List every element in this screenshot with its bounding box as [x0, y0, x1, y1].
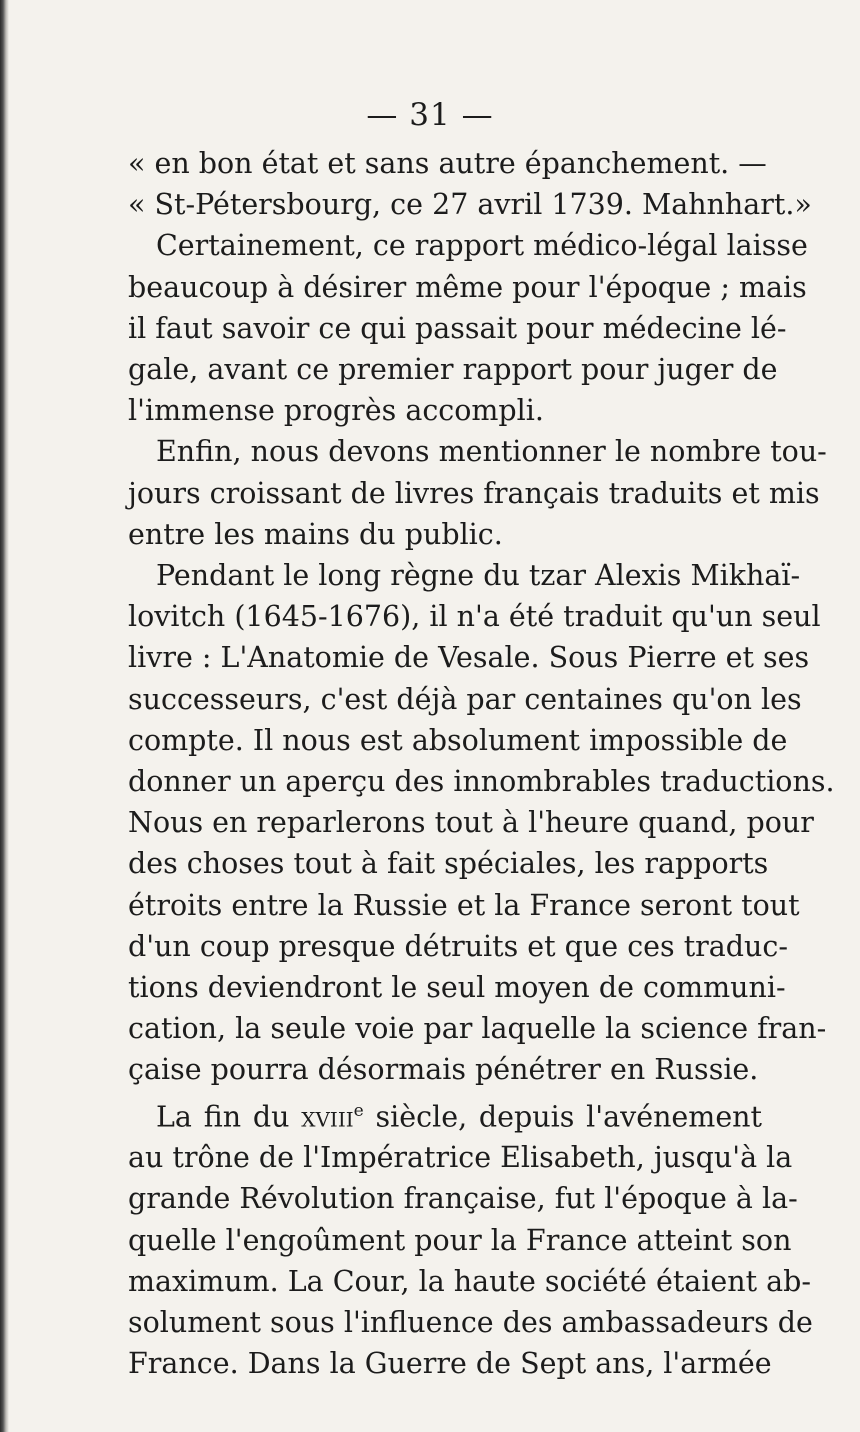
- text-line: successeurs, c'est déjà par centaines qu'on les: [128, 682, 802, 716]
- text-fragment: La fin du: [156, 1099, 302, 1133]
- text-line: grande Révolution française, fut l'époque à la-: [128, 1182, 798, 1216]
- text-line: compte. Il nous est absolument impossible de: [128, 723, 788, 757]
- text-line: livre : L'Anatomie de Vesale. Sous Pierre et ses: [128, 641, 810, 675]
- text-line: il faut savoir ce qui passait pour médecine lé-: [128, 311, 787, 345]
- text-line: Certainement, ce rapport médico-légal laisse: [156, 229, 808, 263]
- text-line: jours croissant de livres français traduits et mis: [128, 476, 820, 510]
- text-line: étroits entre la Russie et la France seront tout: [128, 888, 800, 922]
- text-line: maximum. La Cour, la haute société étaient ab-: [128, 1264, 812, 1298]
- text-line: Pendant le long règne du tzar Alexis Mikhaï-: [156, 559, 801, 593]
- text-line: solument sous l'influence des ambassadeurs de: [128, 1305, 813, 1339]
- text-line: des choses tout à fait spéciales, les rapports: [128, 847, 769, 881]
- text-line: beaucoup à désirer même pour l'époque ; mais: [128, 270, 807, 304]
- text-line: tions deviendront le seul moyen de communi-: [128, 971, 786, 1005]
- text-line: quelle l'engoûment pour la France atteint son: [128, 1223, 792, 1257]
- text-line: France. Dans la Guerre de Sept ans, l'armée: [128, 1347, 772, 1381]
- text-line: cation, la seule voie par laquelle la science fran-: [128, 1012, 827, 1046]
- text-line: Enfin, nous devons mentionner le nombre tou-: [156, 435, 827, 469]
- text-line: [128, 1091, 762, 1137]
- text-line: l'immense progrès accompli.: [128, 394, 544, 428]
- text-line: çaise pourra désormais pénétrer en Russie.: [128, 1053, 759, 1087]
- page-edge-shadow: [0, 0, 9, 1432]
- text-line: gale, avant ce premier rapport pour juger de: [128, 353, 778, 387]
- text-line: « St-Pétersbourg, ce 27 avril 1739. Mahnhart.»: [128, 188, 812, 222]
- text-line: donner un aperçu des innombrables traductions.: [128, 765, 835, 799]
- ordinal-superscript: e: [353, 1100, 364, 1121]
- body-text: [128, 143, 835, 1384]
- text-line: au trône de l'Impératrice Elisabeth, jusqu'à la: [128, 1141, 793, 1175]
- text-line: d'un coup presque détruits et que ces traduc-: [128, 929, 788, 963]
- page-number: — 31 —: [366, 97, 494, 133]
- text-line: lovitch (1645-1676), il n'a été traduit qu'un seul: [128, 600, 821, 634]
- text-line: entre les mains du public.: [128, 517, 503, 551]
- text-line: « en bon état et sans autre épanchement. —: [128, 147, 767, 180]
- text-line: Nous en reparlerons tout à l'heure quand, pour: [128, 806, 814, 840]
- text-fragment: siècle, depuis l'avénement: [363, 1099, 762, 1133]
- century-numeral: xviii: [301, 1099, 354, 1133]
